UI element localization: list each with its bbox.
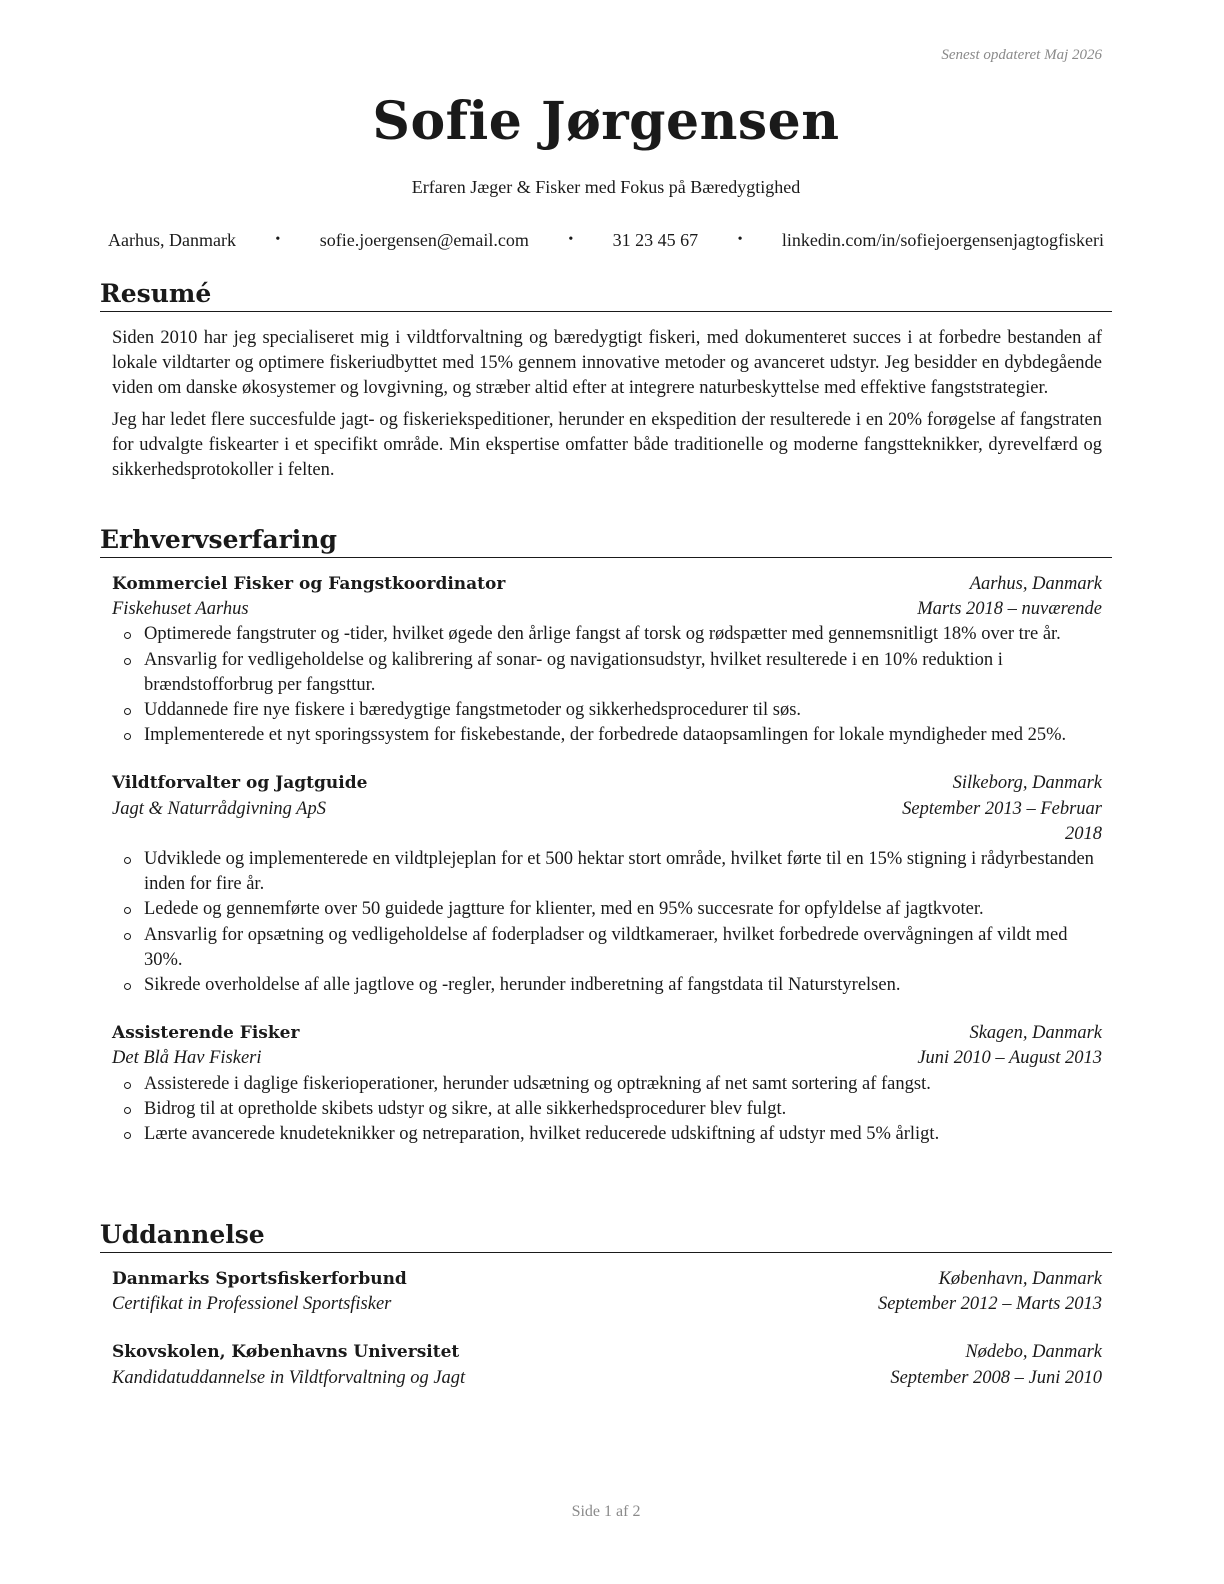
job-role: Vildtforvalter og Jagtguide — [112, 773, 368, 794]
education-entry — [100, 1267, 1112, 1317]
job-bullet: Ansvarlig for vedligeholdelse og kalibrering af sonar- og navigationsudstyr, hvilket resulterede i en 10% reduktion i brændstofforbrug per fangsttur. — [144, 648, 1102, 698]
job-header-row — [112, 1021, 1102, 1046]
candidate-name: Sofie Jørgensen — [372, 91, 840, 152]
job-dates: Marts 2018 – nuværende — [917, 599, 1102, 620]
job-dates: September 2013 – Februar 2018 — [902, 798, 1102, 844]
education-section — [100, 1220, 1112, 1391]
job-dates: Juni 2010 – August 2013 — [917, 1048, 1102, 1069]
last-updated: Senest opdateret Maj 2026 — [941, 47, 1102, 63]
job-location: Silkeborg, Danmark — [952, 773, 1102, 794]
education-degree: Certifikat in Professionel Sportsfisker — [112, 1294, 392, 1315]
job-bullet: Implementerede et nyt sporingssystem for fiskebestande, der forbedrede dataopsamlingen for lokale myndigheder med 25%. — [144, 723, 1102, 748]
summary-paragraph: Siden 2010 har jeg specialiseret mig i vildtforvaltning og bæredygtigt fiskeri, med dokumenteret succes i at forbedre bestanden af lokale vildtarter og optimere fiskeriudbyttet med 15% gennem innovative metoder og avanceret udstyr. Jeg besidder en dybdegående viden om danske økosystemer og lovgivning, og stræber altid efter at integrere naturbeskyttelse med effektive fangststrategier. — [112, 328, 1102, 399]
job-bullet: Ansvarlig for opsætning og vedligeholdelse af foderpladser og vildtkameraer, hvilket forbedrede overvågningen af vildt med 30%. — [144, 923, 1102, 973]
education-header-row — [112, 1340, 1102, 1365]
job-bullet: Sikrede overholdelse af alle jagtlove og -regler, herunder indberetning af fangstdata til Naturstyrelsen. — [144, 973, 1102, 998]
job-entry — [100, 1021, 1112, 1147]
contact-linkedin[interactable]: linkedin.com/in/sofiejoergensenjagtogfiskeri — [781, 230, 1104, 250]
tagline: Erfaren Jæger & Fisker med Fokus på Bæredygtighed — [411, 177, 801, 197]
bullet-separator: • — [737, 232, 743, 247]
job-company: Fiskehuset Aarhus — [112, 599, 249, 620]
section-title-education: Uddannelse — [100, 1220, 1112, 1253]
job-location: Skagen, Danmark — [969, 1023, 1102, 1044]
education-school: Skovskolen, Københavns Universitet — [112, 1342, 460, 1363]
contact-location: Aarhus, Danmark — [108, 230, 236, 250]
summary-section — [100, 279, 1112, 489]
education-dates: September 2008 – Juni 2010 — [890, 1367, 1102, 1388]
summary-paragraph: Jeg har ledet flere succesfulde jagt- og fiskeriekspeditioner, herunder en ekspedition der resulterede i en 20% forøgelse af fangstraten for udvalgte fiskearter i et specifikt område. Min ekspertise omfatter både traditionelle og moderne fangstteknikker, dyrevelfærd og sikkerhedsprotokoller i felten. — [112, 409, 1102, 481]
contact-line — [100, 229, 1112, 253]
job-role: Assisterende Fisker — [112, 1023, 300, 1044]
job-bullet: Uddannede fire nye fiskere i bæredygtige fangstmetoder og sikkerhedsprocedurer til søs. — [144, 698, 1102, 723]
job-bullet: Udviklede og implementerede en vildtplejeplan for et 500 hektar stort område, hvilket førte til en 15% stigning i rådyrbestanden inden for fire år. — [144, 847, 1102, 897]
education-subheader-row — [112, 1366, 1102, 1391]
section-title-experience: Erhvervserfaring — [100, 525, 1112, 558]
job-role: Kommerciel Fisker og Fangstkoordinator — [112, 574, 506, 594]
education-location: Nødebo, Danmark — [965, 1342, 1102, 1363]
job-subheader-row — [112, 597, 1102, 622]
job-bullets — [112, 622, 1102, 748]
job-company: Jagt & Naturrådgivning ApS — [112, 798, 326, 819]
education-subheader-row — [112, 1292, 1102, 1317]
contact-phone: 31 23 45 67 — [612, 230, 699, 250]
education-degree: Kandidatuddannelse in Vildtforvaltning og Jagt — [112, 1367, 466, 1388]
job-entry — [100, 771, 1112, 998]
job-bullets — [112, 847, 1102, 998]
job-bullet: Lærte avancerede knudeteknikker og netreparation, hvilket reducerede udskiftning af udstyr med 5% årligt. — [144, 1122, 1102, 1147]
education-location: København, Danmark — [938, 1269, 1102, 1289]
job-bullet: Bidrog til at opretholde skibets udstyr og sikre, at alle sikkerhedsprocedurer blev fulgt. — [144, 1097, 1102, 1122]
education-entry — [100, 1340, 1112, 1390]
job-location: Aarhus, Danmark — [969, 574, 1102, 594]
job-entry — [100, 572, 1112, 748]
job-subheader-row — [112, 1046, 1102, 1071]
bullet-separator: • — [275, 232, 281, 247]
resume-page — [100, 0, 1112, 1584]
education-dates: September 2012 – Marts 2013 — [877, 1294, 1102, 1315]
job-bullet: Assisterede i daglige fiskerioperationer, herunder udsætning og optrækning af net samt sortering af fangst. — [144, 1072, 1102, 1097]
education-school: Danmarks Sportsfiskerforbund — [112, 1269, 407, 1289]
job-bullet: Optimerede fangstruter og -tider, hvilket øgede den årlige fangst af torsk og rødspætter med gennemsnitligt 18% over tre år. — [144, 622, 1102, 647]
education-header-row — [112, 1267, 1102, 1292]
job-bullet: Ledede og gennemførte over 50 guidede jagtture for klienter, med en 95% succesrate for opfyldelse af jagtkvoter. — [144, 897, 1102, 922]
experience-section — [100, 525, 1112, 1147]
page-number: Side 1 af 2 — [571, 1503, 641, 1520]
contact-email[interactable]: sofie.joergensen@email.com — [319, 230, 529, 250]
section-title-summary: Resumé — [100, 279, 1112, 312]
summary-body — [100, 326, 1112, 483]
bullet-separator: • — [568, 232, 574, 247]
job-bullets — [112, 1072, 1102, 1148]
job-header-row — [112, 572, 1102, 597]
job-subheader-row — [112, 797, 1102, 847]
job-header-row — [112, 771, 1102, 796]
job-company: Det Blå Hav Fiskeri — [112, 1048, 262, 1069]
